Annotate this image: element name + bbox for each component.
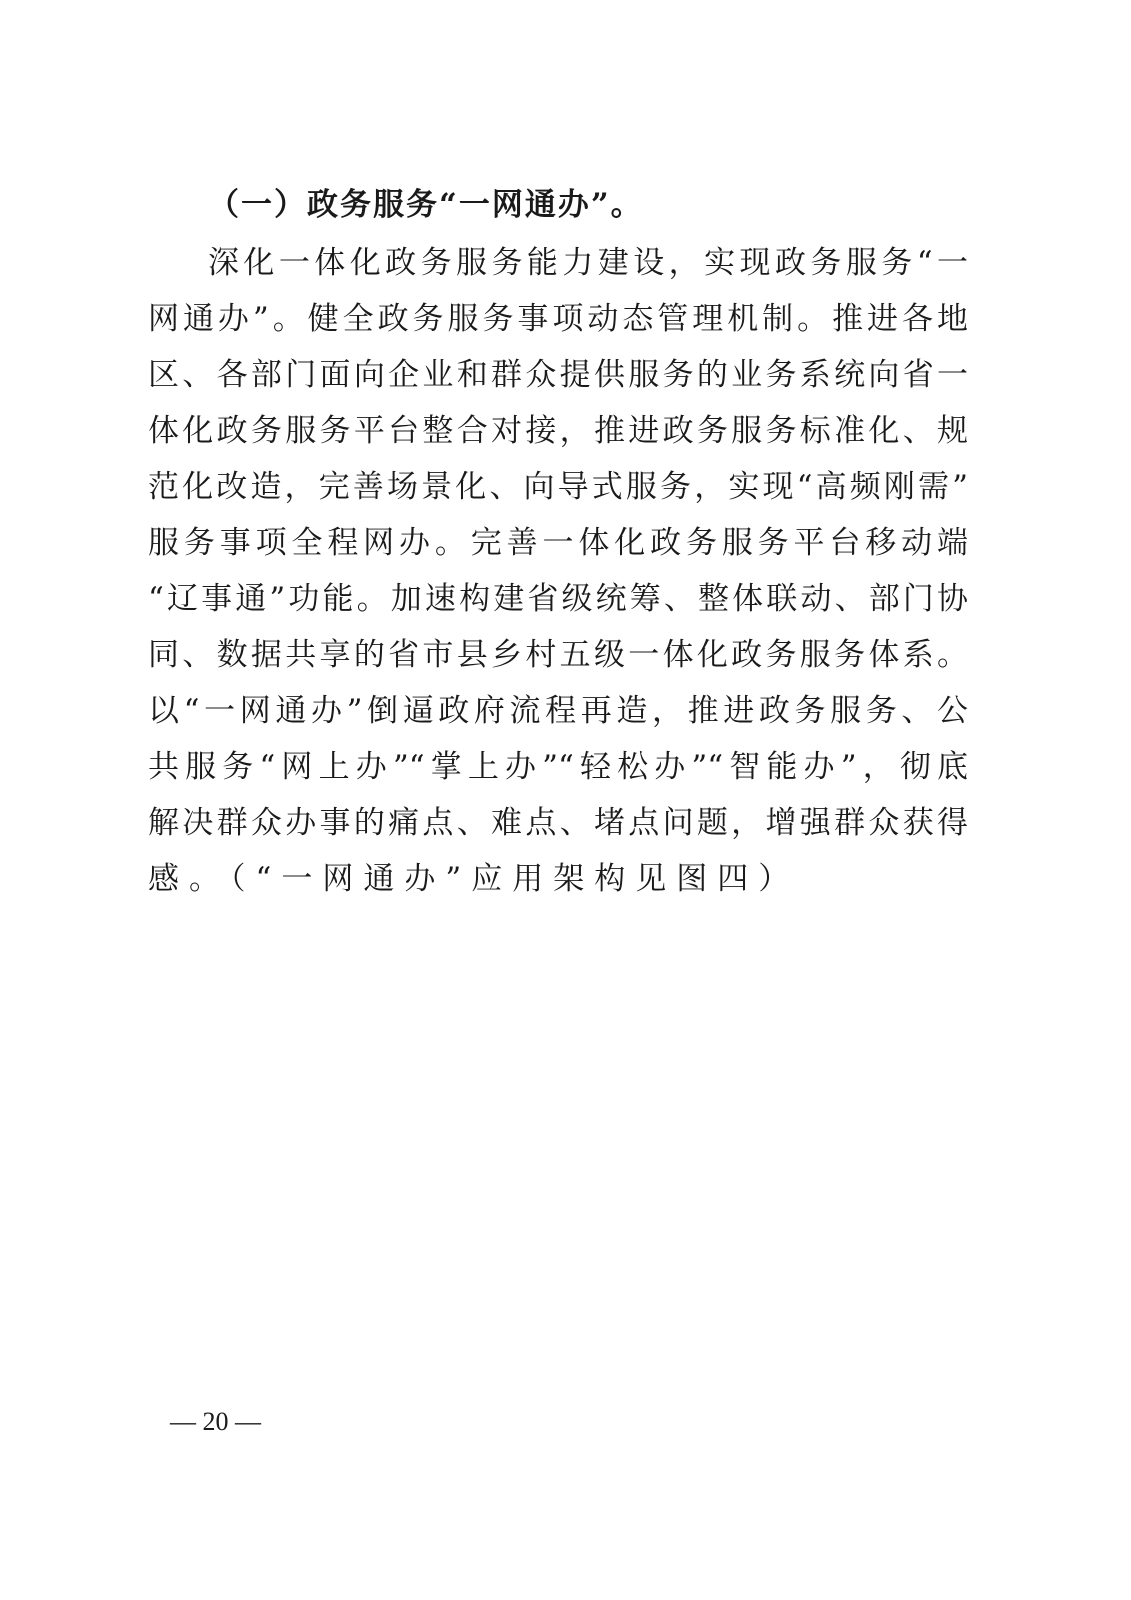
paragraph-line: 区、各部门面向企业和群众提供服务的业务系统向省一 bbox=[148, 357, 968, 393]
paragraph-line: 网通办”。健全政务服务事项动态管理机制。推进各地 bbox=[148, 301, 968, 337]
section-heading: （一）政务服务“一网通办”。 bbox=[208, 187, 644, 223]
paragraph-line: 共服务“网上办”“掌上办”“轻松办”“智能办”，彻底 bbox=[148, 749, 968, 785]
paragraph-line: 感。（“一网通办”应用架构见图四） bbox=[148, 861, 800, 897]
paragraph-line: 体化政务服务平台整合对接，推进政务服务标准化、规 bbox=[148, 413, 968, 449]
page-number: — 20 — bbox=[170, 1407, 261, 1436]
paragraph-line: 同、数据共享的省市县乡村五级一体化政务服务体系。 bbox=[148, 637, 968, 673]
paragraph-line: 以“一网通办”倒逼政府流程再造，推进政务服务、公 bbox=[148, 693, 968, 729]
paragraph-line: 服务事项全程网办。完善一体化政务服务平台移动端 bbox=[148, 525, 968, 561]
paragraph-line: 解决群众办事的痛点、难点、堵点问题，增强群众获得 bbox=[148, 805, 968, 841]
paragraph-line: 深化一体化政务服务能力建设，实现政务服务“一 bbox=[208, 245, 968, 281]
paragraph-line: 范化改造，完善场景化、向导式服务，实现“高频刚需” bbox=[148, 469, 968, 505]
paragraph-line: “辽事通”功能。加速构建省级统筹、整体联动、部门协 bbox=[148, 581, 968, 617]
